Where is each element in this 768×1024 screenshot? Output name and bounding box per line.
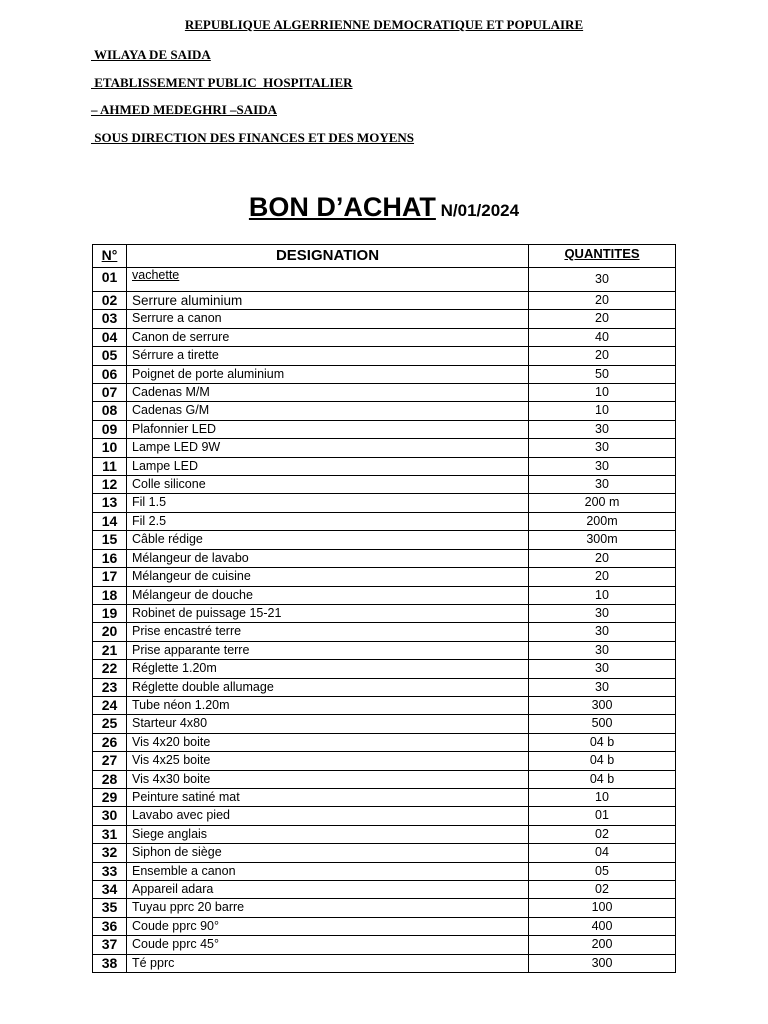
table-row bbox=[93, 936, 676, 954]
row-quantite: 300m bbox=[529, 531, 676, 549]
row-quantite: 04 b bbox=[529, 733, 676, 751]
row-number: 20 bbox=[93, 623, 127, 641]
row-quantite: 40 bbox=[529, 328, 676, 346]
row-designation: Robinet de puissage 15-21 bbox=[127, 604, 529, 622]
header-hopital-name: – AHMED MEDEGHRI –SAIDA bbox=[91, 102, 277, 117]
row-quantite: 20 bbox=[529, 292, 676, 310]
row-designation: Câble rédige bbox=[127, 531, 529, 549]
row-number: 19 bbox=[93, 604, 127, 622]
row-quantite: 20 bbox=[529, 549, 676, 567]
row-designation: Fil 1.5 bbox=[127, 494, 529, 512]
row-number: 26 bbox=[93, 733, 127, 751]
row-designation: Réglette 1.20m bbox=[127, 660, 529, 678]
row-quantite: 30 bbox=[529, 439, 676, 457]
row-number: 32 bbox=[93, 844, 127, 862]
row-designation: Plafonnier LED bbox=[127, 420, 529, 438]
column-header-number: N° bbox=[93, 245, 127, 268]
table-row bbox=[93, 623, 676, 641]
row-designation: Siege anglais bbox=[127, 825, 529, 843]
row-quantite: 100 bbox=[529, 899, 676, 917]
row-quantite: 30 bbox=[529, 268, 676, 292]
row-designation: Té pprc bbox=[127, 954, 529, 972]
row-quantite: 30 bbox=[529, 660, 676, 678]
row-quantite: 30 bbox=[529, 457, 676, 475]
items-table bbox=[92, 244, 676, 973]
row-number: 11 bbox=[93, 457, 127, 475]
row-designation: Starteur 4x80 bbox=[127, 715, 529, 733]
row-quantite: 500 bbox=[529, 715, 676, 733]
table-row bbox=[93, 328, 676, 346]
table-row bbox=[93, 678, 676, 696]
row-number: 18 bbox=[93, 586, 127, 604]
row-quantite: 50 bbox=[529, 365, 676, 383]
row-designation: Colle silicone bbox=[127, 476, 529, 494]
table-row bbox=[93, 347, 676, 365]
row-quantite: 300 bbox=[529, 696, 676, 714]
table-row bbox=[93, 494, 676, 512]
row-number: 38 bbox=[93, 954, 127, 972]
row-quantite: 10 bbox=[529, 402, 676, 420]
table-row bbox=[93, 476, 676, 494]
row-number: 04 bbox=[93, 328, 127, 346]
row-quantite: 300 bbox=[529, 954, 676, 972]
table-row bbox=[93, 807, 676, 825]
row-number: 35 bbox=[93, 899, 127, 917]
row-quantite: 400 bbox=[529, 917, 676, 935]
row-designation: Coude pprc 45° bbox=[127, 936, 529, 954]
row-designation: Lampe LED 9W bbox=[127, 439, 529, 457]
row-quantite: 20 bbox=[529, 568, 676, 586]
column-header-designation: DESIGNATION bbox=[127, 245, 529, 268]
row-number: 29 bbox=[93, 788, 127, 806]
document-title bbox=[0, 192, 768, 223]
row-designation: Vis 4x25 boite bbox=[127, 752, 529, 770]
row-number: 28 bbox=[93, 770, 127, 788]
row-designation: Cadenas G/M bbox=[127, 402, 529, 420]
row-designation: Tuyau pprc 20 barre bbox=[127, 899, 529, 917]
row-designation: Appareil adara bbox=[127, 881, 529, 899]
row-designation: Mélangeur de lavabo bbox=[127, 549, 529, 567]
row-number: 10 bbox=[93, 439, 127, 457]
row-number: 02 bbox=[93, 292, 127, 310]
row-designation: Peinture satiné mat bbox=[127, 788, 529, 806]
table-row bbox=[93, 420, 676, 438]
row-number: 15 bbox=[93, 531, 127, 549]
row-quantite: 02 bbox=[529, 825, 676, 843]
table-row bbox=[93, 310, 676, 328]
header-etablissement: ETABLISSEMENT PUBLIC HOSPITALIER bbox=[91, 75, 353, 90]
row-designation: Lavabo avec pied bbox=[127, 807, 529, 825]
row-designation: Cadenas M/M bbox=[127, 384, 529, 402]
table-row bbox=[93, 881, 676, 899]
row-designation: Serrure aluminium bbox=[127, 292, 529, 310]
table-row bbox=[93, 512, 676, 530]
table-row bbox=[93, 641, 676, 659]
row-number: 37 bbox=[93, 936, 127, 954]
table-row bbox=[93, 568, 676, 586]
row-number: 36 bbox=[93, 917, 127, 935]
row-designation: Vis 4x30 boite bbox=[127, 770, 529, 788]
row-number: 16 bbox=[93, 549, 127, 567]
row-number: 34 bbox=[93, 881, 127, 899]
table-row bbox=[93, 604, 676, 622]
row-quantite: 30 bbox=[529, 604, 676, 622]
row-number: 13 bbox=[93, 494, 127, 512]
row-designation: Coude pprc 90° bbox=[127, 917, 529, 935]
table-row bbox=[93, 402, 676, 420]
table-row bbox=[93, 696, 676, 714]
row-quantite: 20 bbox=[529, 310, 676, 328]
row-designation: Canon de serrure bbox=[127, 328, 529, 346]
row-number: 30 bbox=[93, 807, 127, 825]
table-body bbox=[93, 268, 676, 973]
row-number: 08 bbox=[93, 402, 127, 420]
row-quantite: 30 bbox=[529, 623, 676, 641]
row-designation: Poignet de porte aluminium bbox=[127, 365, 529, 383]
row-designation: Serrure a canon bbox=[127, 310, 529, 328]
table-row bbox=[93, 862, 676, 880]
table-row bbox=[93, 292, 676, 310]
row-quantite: 20 bbox=[529, 347, 676, 365]
row-designation: Vis 4x20 boite bbox=[127, 733, 529, 751]
table-row bbox=[93, 268, 676, 292]
row-designation: Fil 2.5 bbox=[127, 512, 529, 530]
row-quantite: 200 bbox=[529, 936, 676, 954]
row-number: 01 bbox=[93, 268, 127, 292]
title-number: N/01/2024 bbox=[435, 201, 520, 220]
row-quantite: 30 bbox=[529, 476, 676, 494]
row-quantite: 04 b bbox=[529, 752, 676, 770]
row-designation: Mélangeur de cuisine bbox=[127, 568, 529, 586]
table-row bbox=[93, 825, 676, 843]
row-designation: Tube néon 1.20m bbox=[127, 696, 529, 714]
table-row bbox=[93, 788, 676, 806]
table-row bbox=[93, 384, 676, 402]
row-quantite: 30 bbox=[529, 420, 676, 438]
row-number: 09 bbox=[93, 420, 127, 438]
row-number: 17 bbox=[93, 568, 127, 586]
row-designation: Mélangeur de douche bbox=[127, 586, 529, 604]
table-row bbox=[93, 660, 676, 678]
row-number: 06 bbox=[93, 365, 127, 383]
table-row bbox=[93, 917, 676, 935]
title-main: BON D’ACHAT bbox=[248, 192, 436, 222]
row-quantite: 200m bbox=[529, 512, 676, 530]
row-designation: Réglette double allumage bbox=[127, 678, 529, 696]
row-number: 03 bbox=[93, 310, 127, 328]
row-designation: Siphon de siège bbox=[127, 844, 529, 862]
row-number: 31 bbox=[93, 825, 127, 843]
row-quantite: 200 m bbox=[529, 494, 676, 512]
row-number: 27 bbox=[93, 752, 127, 770]
row-designation: Prise encastré terre bbox=[127, 623, 529, 641]
row-number: 24 bbox=[93, 696, 127, 714]
row-designation: Ensemble a canon bbox=[127, 862, 529, 880]
row-quantite: 02 bbox=[529, 881, 676, 899]
row-number: 23 bbox=[93, 678, 127, 696]
row-quantite: 10 bbox=[529, 384, 676, 402]
header-wilaya: WILAYA DE SAIDA bbox=[91, 47, 211, 62]
row-quantite: 04 bbox=[529, 844, 676, 862]
row-designation: Sérrure a tirette bbox=[127, 347, 529, 365]
row-quantite: 30 bbox=[529, 678, 676, 696]
row-number: 12 bbox=[93, 476, 127, 494]
row-designation: Prise apparante terre bbox=[127, 641, 529, 659]
table-row bbox=[93, 770, 676, 788]
header-sous-direction: SOUS DIRECTION DES FINANCES ET DES MOYENS bbox=[91, 130, 415, 145]
row-number: 07 bbox=[93, 384, 127, 402]
row-number: 05 bbox=[93, 347, 127, 365]
table-header-row bbox=[93, 245, 676, 268]
table-row bbox=[93, 586, 676, 604]
table-row bbox=[93, 899, 676, 917]
column-header-quantites: QUANTITES bbox=[529, 245, 676, 268]
table-row bbox=[93, 365, 676, 383]
row-quantite: 10 bbox=[529, 788, 676, 806]
row-designation: vachette bbox=[127, 268, 529, 292]
row-quantite: 05 bbox=[529, 862, 676, 880]
table-row bbox=[93, 954, 676, 972]
row-number: 22 bbox=[93, 660, 127, 678]
table-row bbox=[93, 549, 676, 567]
row-number: 25 bbox=[93, 715, 127, 733]
table-row bbox=[93, 752, 676, 770]
table-row bbox=[93, 439, 676, 457]
table-row bbox=[93, 844, 676, 862]
row-quantite: 04 b bbox=[529, 770, 676, 788]
row-quantite: 10 bbox=[529, 586, 676, 604]
row-number: 33 bbox=[93, 862, 127, 880]
table-row bbox=[93, 457, 676, 475]
table-row bbox=[93, 733, 676, 751]
row-quantite: 01 bbox=[529, 807, 676, 825]
table-row bbox=[93, 531, 676, 549]
header-republique: REPUBLIQUE ALGERRIENNE DEMOCRATIQUE ET POPULAIRE bbox=[184, 17, 584, 32]
row-designation: Lampe LED bbox=[127, 457, 529, 475]
row-number: 14 bbox=[93, 512, 127, 530]
row-quantite: 30 bbox=[529, 641, 676, 659]
row-number: 21 bbox=[93, 641, 127, 659]
table-row bbox=[93, 715, 676, 733]
